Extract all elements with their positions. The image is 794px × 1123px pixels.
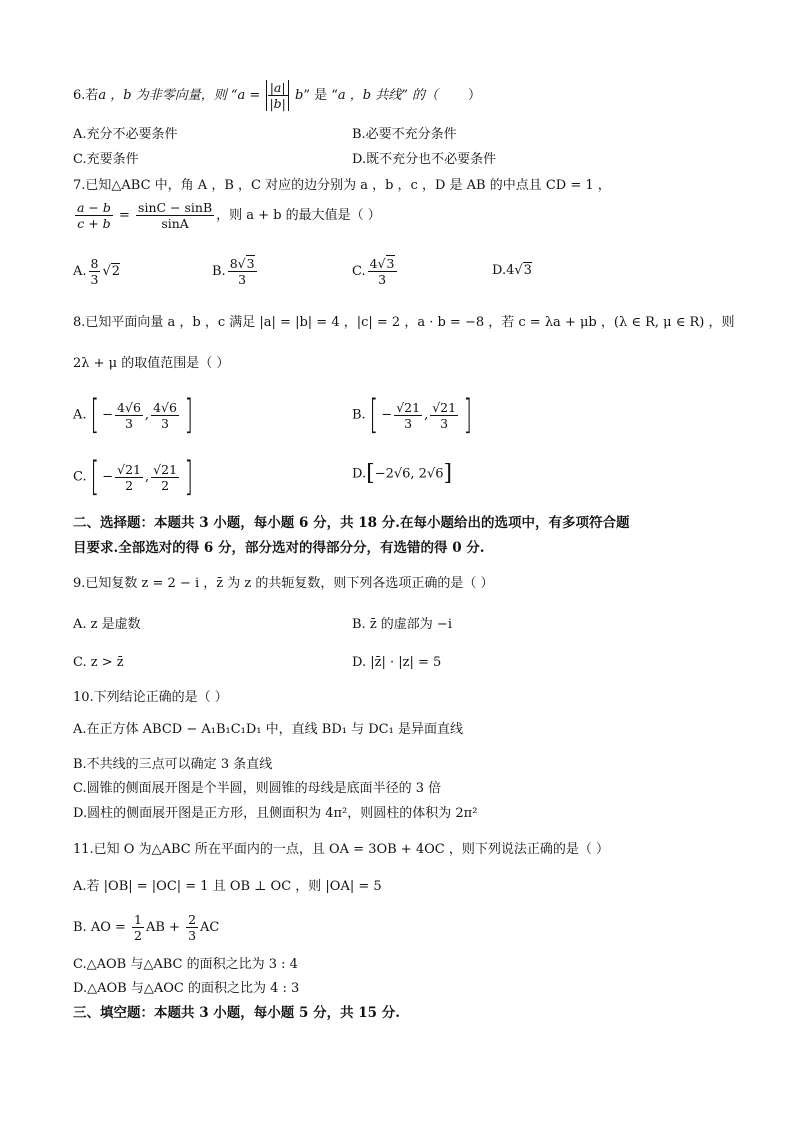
q11-stem: 11.已知 O 为△ABC 所在平面内的一点，且 OA = 3OB + 4OC ，则下列说法正确的是（ ） [73, 842, 609, 857]
section2-heading-line1: 二、选择题：本题共 3 小题，每小题 6 分，共 18 分.在每小题给出的选项中，有多项符合题 [73, 515, 630, 531]
q7-option-c: C. $\frac{4√3}{3}$ [352, 256, 395, 287]
q9-option-c: C. z > z̄ [73, 655, 124, 670]
q6-stem-end: ） [468, 88, 482, 103]
q8-stem-line2: 2λ + μ 的取值范围是（ ） [73, 356, 230, 371]
q9-option-b: B. z̄ 的虚部为 −i [352, 617, 452, 632]
q11-option-d: D.△AOB 与△AOC 的面积之比为 4 : 3 [73, 981, 300, 996]
q7-stem-line2: $\frac{a - b}{c + b}$ = $\frac{\sin C - \sin B}{\sin A}$ ，则 a + b 的最大值是（ ） [77, 200, 381, 231]
q10-stem: 10.下列结论正确的是（ ） [73, 690, 228, 705]
q8-option-d: D.[−2√6, 2√6] [352, 461, 453, 486]
q7-frac-left: $\frac{a - b}{c + b}$ [77, 200, 111, 231]
q6-stem-vectors: a ，b 为非零向量，则 “ [98, 88, 238, 103]
q6-equation: a = $\frac{|a|}{|b|}$ b [237, 80, 304, 111]
q10-option-c: C.圆锥的侧面展开图是个半圆，则圆锥的母线是底面半径的 3 倍 [73, 781, 442, 796]
q10-option-a: A.在正方体 ABCD − A₁B₁C₁D₁ 中，直线 BD₁ 与 DC₁ 是异面直线 [73, 722, 463, 737]
q6-fraction: $\frac{|a|}{|b|}$ [266, 80, 288, 111]
section2-heading-line2: 目要求.全部选对的得 6 分，部分选对的得部分分，有选错的得 0 分. [73, 540, 485, 556]
q7-option-a: A. $\frac{8}{3}$ √2 [73, 256, 121, 287]
q8-option-c: C.[ − $\frac{√21}{2}$ , $\frac{√21}{2}$ ] [73, 454, 194, 500]
q8-stem-line1: 8.已知平面向量 a ，b ，c 满足 |a| = |b| = 4 ，|c| = 2 ，a · b = −8 ，若 c = λa + μb ，(λ ∈ R, μ ∈ R) ，则 [73, 315, 735, 330]
q8-option-a: A.[ − $\frac{4√6}{3}$ , $\frac{4√6}{3}$ ] [73, 392, 194, 438]
q8-option-b: B.[ − $\frac{√21}{3}$ , $\frac{√21}{3}$ ] [352, 392, 473, 438]
q7-stem-line1: 7.已知△ABC 中，角 A ，B ，C 对应的边分别为 a ，b ，c ，D 是 AB 的中点且 CD = 1 ， [73, 178, 611, 193]
q6-option-b: B.必要不充分条件 [352, 127, 457, 142]
section3-heading: 三、填空题：本题共 3 小题，每小题 5 分，共 15 分. [73, 1005, 400, 1021]
q6-option-d: D.既不充分也不必要条件 [352, 152, 497, 167]
q9-option-d: D. |z̄| · |z| = 5 [352, 655, 442, 670]
q11-option-b: B. AO = $\frac{1}{2}$ AB + $\frac{2}{3}$ AC [73, 912, 220, 943]
q10-option-d: D.圆柱的侧面展开图是正方形，且侧面积为 4π²，则圆柱的体积为 2π² [73, 806, 478, 821]
q6-stem-collinear: a ，b 共线” 的（ [337, 88, 439, 103]
q6-stem-mid: ” 是 “ [303, 88, 338, 103]
q7-option-d: D.4√3 [492, 263, 532, 278]
q11-option-a: A.若 |OB| = |OC| = 1 且 OB ⊥ OC ，则 |OA| = 5 [73, 879, 382, 894]
q6-stem [73, 80, 481, 111]
q6-option-c: C.充要条件 [73, 152, 139, 167]
q9-option-a: A. z 是虚数 [73, 617, 141, 632]
q10-option-b: B.不共线的三点可以确定 3 条直线 [73, 757, 273, 772]
q11-option-c: C.△AOB 与△ABC 的面积之比为 3 : 4 [73, 957, 298, 972]
q6-option-a: A.充分不必要条件 [73, 127, 178, 142]
q7-frac-right: $\frac{\sin C - \sin B}{\sin A}$ [138, 200, 213, 231]
q9-stem: 9.已知复数 z = 2 − i ，z̄ 为 z 的共轭复数，则下列各选项正确的是（ ） [73, 576, 494, 591]
q6-number: 6.若 [73, 88, 99, 103]
q7-option-b: B. $\frac{8√3}{3}$ [212, 256, 255, 287]
